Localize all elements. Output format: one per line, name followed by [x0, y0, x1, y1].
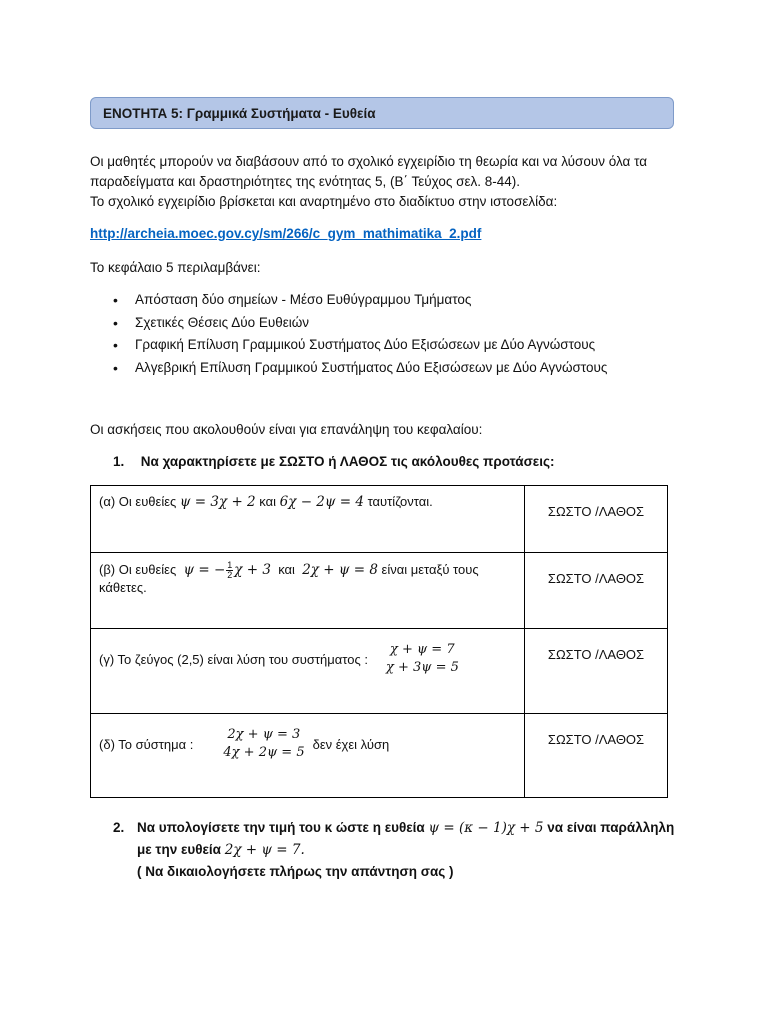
- answer-cell[interactable]: ΣΩΣΤΟ /ΛΑΘΟΣ: [525, 553, 668, 629]
- question-2-note: ( Να δικαιολογήσετε πλήρως την απάντηση σας ): [137, 864, 454, 879]
- statement-d: (δ) Το σύστημα : 2χ + ψ = 3 4χ + 2ψ = 5 δεν έχει λύση: [91, 714, 525, 798]
- list-item: • Απόσταση δύο σημείων - Μέσο Ευθύγραμμου Τμήματος: [113, 289, 607, 312]
- intro-line-3: Το σχολικό εγχειρίδιο βρίσκεται και αναρτημένο στο διαδίκτυο στην ιστοσελίδα:: [90, 194, 558, 209]
- statement-b: (β) Οι ευθείες ψ = − $\frac{1}{2}$ χ + 3 και 2χ + ψ = 8 είναι μεταξύ τους κάθετες.: [91, 553, 525, 629]
- textbook-link[interactable]: http://archeia.moec.gov.cy/sm/266/c_gym_mathimatika_2.pdf: [90, 226, 482, 241]
- list-item: • Σχετικές Θέσεις Δύο Ευθειών: [113, 312, 607, 335]
- intro-line-2: παραδείγματα και δραστηριότητες της ενότητας 5, (Β΄ Τεύχος σελ. 8-44).: [90, 174, 520, 189]
- table-row: [91, 553, 668, 629]
- question-number: 1.: [113, 454, 125, 469]
- true-false-table: [90, 485, 668, 798]
- bullet-icon: •: [113, 337, 118, 353]
- question-number: 2.: [113, 820, 125, 835]
- equation-system: 2χ + ψ = 3 4χ + 2ψ = 5: [223, 727, 305, 760]
- section-title: ΕΝΟΤΗΤΑ 5: Γραμμικά Συστήματα - Ευθεία: [103, 105, 376, 121]
- statement-c: (γ) Το ζεύγος (2,5) είναι λύση του συστήματος : χ + ψ = 7 χ + 3ψ = 5: [91, 629, 525, 714]
- intro-paragraph: [90, 152, 690, 212]
- math-eq: 2χ + ψ = 7.: [224, 842, 305, 858]
- table-row: [91, 486, 668, 553]
- math-eq: ψ = 3χ + 2: [179, 494, 256, 510]
- math-eq: ψ = (κ − 1)χ + 5: [428, 820, 544, 836]
- bullet-icon: •: [113, 292, 118, 308]
- section-title-banner: [90, 97, 674, 129]
- list-item: • Αλγεβρική Επίλυση Γραμμικού Συστήματος Δύο Εξισώσεων με Δύο Αγνώστους: [113, 357, 607, 380]
- question-1-text: Να χαρακτηρίσετε με ΣΩΣΤΟ ή ΛΑΘΟΣ τις ακόλουθες προτάσεις:: [140, 454, 555, 469]
- chapter-topics-list: [113, 289, 607, 379]
- answer-cell[interactable]: ΣΩΣΤΟ /ΛΑΘΟΣ: [525, 486, 668, 553]
- chapter-heading: Το κεφάλαιο 5 περιλαμβάνει:: [90, 260, 261, 275]
- answer-cell[interactable]: ΣΩΣΤΟ /ΛΑΘΟΣ: [525, 714, 668, 798]
- bullet-icon: •: [113, 359, 118, 376]
- question-1: [90, 452, 690, 472]
- fraction: $\frac{1}{2}$: [227, 560, 233, 580]
- list-item: • Γραφική Επίλυση Γραμμικού Συστήματος Δύο Εξισώσεων με Δύο Αγνώστους: [113, 334, 607, 357]
- statement-a: (α) Οι ευθείες ψ = 3χ + 2 και 6χ − 2ψ = 4 ταυτίζονται.: [91, 486, 525, 553]
- exercises-intro: Οι ασκήσεις που ακολουθούν είναι για επανάληψη του κεφαλαίου:: [90, 422, 483, 437]
- bullet-icon: •: [113, 314, 118, 331]
- table-row: [91, 629, 668, 714]
- question-2: 2. Να υπολογίσετε την τιμή του κ ώστε η ευθεία ψ = (κ − 1)χ + 5 να είναι παράλληλη με την ευθεία 2χ + ψ = 7. ( Να δικαιολογήσετε πλήρως την απάντηση σας ): [113, 817, 703, 882]
- answer-cell[interactable]: ΣΩΣΤΟ /ΛΑΘΟΣ: [525, 629, 668, 714]
- math-eq: 6χ − 2ψ = 4: [279, 494, 364, 510]
- table-row: [91, 714, 668, 798]
- equation-system: χ + ψ = 7 χ + 3ψ = 5: [385, 642, 459, 675]
- intro-line-1: Οι μαθητές μπορούν να διαβάσουν από το σχολικό εγχειρίδιο τη θεωρία και να λύσουν όλα τα: [90, 154, 648, 169]
